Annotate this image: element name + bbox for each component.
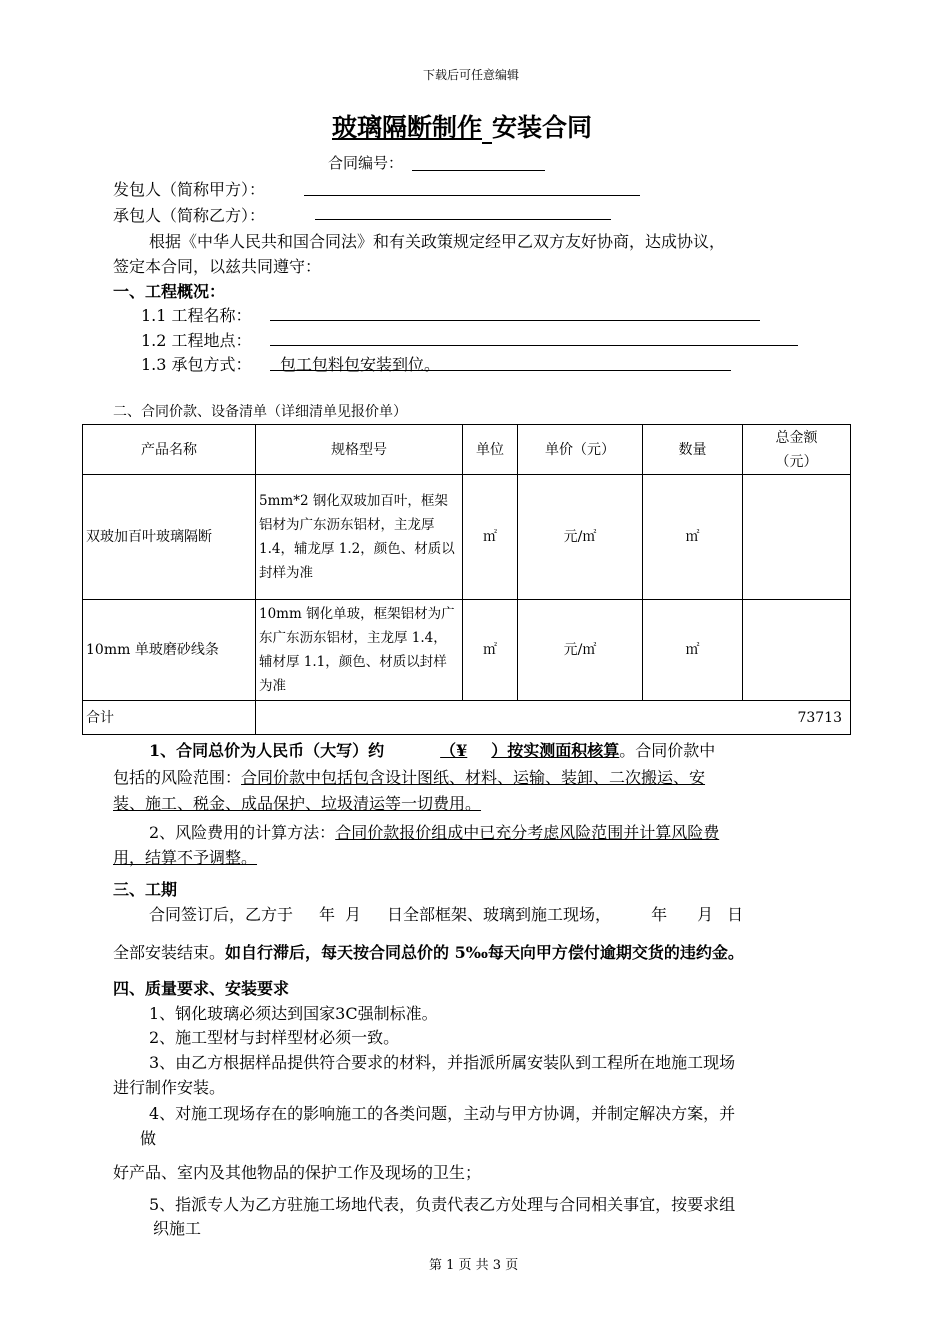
row-2-spec: 10mm 钢化单玻，框架铝材为广东广东沥东铝材，主龙厚 1.4，辅材厚 1.1，颜色、材质以封样为准 — [256, 600, 463, 701]
price-line-2 — [113, 765, 705, 788]
schedule-day-2: 日 — [727, 905, 744, 924]
row-2-qty: ㎡ — [643, 600, 743, 701]
row-1-name: 双玻加百叶玻璃隔断 — [83, 475, 256, 600]
project-name-label: 1.1 工程名称： — [141, 306, 252, 325]
table-header-row — [83, 425, 851, 475]
row-1-qty: ㎡ — [643, 475, 743, 600]
th-price: 单价（元） — [518, 425, 643, 475]
contract-no-field[interactable] — [412, 170, 545, 171]
th-total: 总金额（元） — [743, 425, 851, 475]
section-1-heading: 一、工程概况： — [113, 282, 226, 301]
price-p1b: （¥ — [440, 741, 468, 760]
total-value: 73713 — [256, 701, 851, 735]
page-footer: 第 1 页 共 3 页 — [429, 1258, 519, 1273]
project-location-label: 1.2 工程地点： — [141, 331, 252, 350]
th-product: 产品名称 — [83, 425, 256, 475]
price-p1e: 包括的风险范围： — [113, 768, 242, 787]
title-main: 玻璃隔断制作 — [332, 113, 483, 142]
section-3-heading: 三、工期 — [113, 880, 178, 899]
party-b-label: 承包人（简称乙方）： — [113, 206, 266, 225]
risk-line-1 — [149, 820, 719, 843]
row-2-unit: ㎡ — [463, 600, 518, 701]
quality-item-4b: 做 — [140, 1129, 157, 1148]
schedule-year-1: 年 — [319, 905, 336, 924]
quality-item-3b: 进行制作安装。 — [113, 1078, 226, 1097]
title-sub: 安装合同 — [492, 113, 593, 142]
section-4-heading: 四、质量要求、安装要求 — [113, 979, 290, 998]
schedule-line-2 — [113, 940, 744, 963]
quality-item-3a: 3、由乙方根据样品提供符合要求的材料，并指派所属安装队到工程所在地施工现场 — [149, 1053, 736, 1072]
intro-line-1: 根据《中华人民共和国合同法》和有关政策规定经甲乙双方友好协商，达成协议， — [149, 232, 726, 251]
row-2-total — [743, 600, 851, 701]
quality-item-1: 1、钢化玻璃必须达到国家3C强制标准。 — [149, 1004, 438, 1023]
quality-item-4a: 4、对施工现场存在的影响施工的各类问题，主动与甲方协调，并制定解决方案，并 — [149, 1104, 736, 1123]
risk-p2c: 用，结算不予调整。 — [113, 848, 258, 867]
project-location-field[interactable] — [270, 345, 798, 346]
contract-mode-value: 包工包料包安装到位。 — [280, 355, 441, 374]
contract-mode-label: 1.3 承包方式： — [141, 355, 252, 374]
schedule-text-a: 合同签订后，乙方于 — [149, 905, 294, 924]
schedule-month-2: 月 — [697, 905, 714, 924]
party-b-field[interactable] — [315, 219, 611, 220]
table-total-row — [83, 701, 851, 735]
header-note: 下载后可任意编辑 — [423, 68, 520, 82]
price-table — [82, 424, 851, 735]
th-qty: 数量 — [643, 425, 743, 475]
price-p1c: ）按实测面积核算 — [491, 741, 620, 760]
price-p1a: 1、合同总价为人民币（大写）约 — [149, 741, 385, 760]
schedule-penalty: 如自行滞后，每天按合同总价的 5‰每天向甲方偿付逾期交货的违约金。 — [225, 943, 744, 962]
price-line-1 — [149, 738, 715, 761]
row-1-price: 元/㎡ — [518, 475, 643, 600]
th-unit: 单位 — [463, 425, 518, 475]
quality-item-4c: 好产品、室内及其他物品的保护工作及现场的卫生； — [113, 1163, 482, 1182]
party-a-field[interactable] — [304, 195, 640, 196]
contract-no-label: 合同编号： — [328, 154, 404, 172]
row-2-name: 10mm 单玻磨砂线条 — [83, 600, 256, 701]
project-name-field[interactable] — [270, 320, 760, 321]
risk-p2b: 合同价款报价组成中已充分考虑风险范围并计算风险费 — [335, 823, 720, 842]
schedule-end: 全部安装结束。 — [113, 943, 226, 962]
schedule-year-2: 年 — [651, 905, 668, 924]
price-p1f: 合同价款中包括包含设计图纸、材料、运输、装卸、二次搬运、安 — [241, 768, 706, 787]
row-1-unit: ㎡ — [463, 475, 518, 600]
party-a-label: 发包人（简称甲方）： — [113, 180, 266, 199]
total-label: 合计 — [83, 701, 256, 735]
th-spec: 规格型号 — [256, 425, 463, 475]
price-p1d: 。合同价款中 — [619, 741, 716, 760]
schedule-text-d: 日全部框架、玻璃到施工现场， — [387, 905, 612, 924]
intro-line-2: 签定本合同，以兹共同遵守： — [113, 257, 322, 276]
schedule-month-1: 月 — [345, 905, 362, 924]
quality-item-2: 2、施工型材与封样型材必须一致。 — [149, 1028, 400, 1047]
section-2-heading: 二、合同价款、设备清单（详细清单见报价单） — [113, 404, 407, 420]
page-title — [318, 108, 592, 144]
row-1-total — [743, 475, 851, 600]
risk-p2a: 2、风险费用的计算方法： — [149, 823, 336, 842]
table-row — [83, 475, 851, 600]
table-row — [83, 600, 851, 701]
quality-item-5b: 织施工 — [153, 1219, 202, 1238]
quality-item-5a: 5、指派专人为乙方驻施工场地代表，负责代表乙方处理与合同相关事宜，按要求组 — [149, 1195, 736, 1214]
schedule-line-1 — [149, 902, 743, 925]
contract-mode-underline — [270, 370, 731, 371]
row-1-spec: 5mm*2 钢化双玻加百叶，框架铝材为广东沥东铝材，主龙厚 1.4，辅龙厚 1.2，颜色、材质以封样为准 — [256, 475, 463, 600]
row-2-price: 元/㎡ — [518, 600, 643, 701]
price-p1g: 装、施工、税金、成品保护、垃圾清运等一切费用。 — [113, 794, 482, 813]
